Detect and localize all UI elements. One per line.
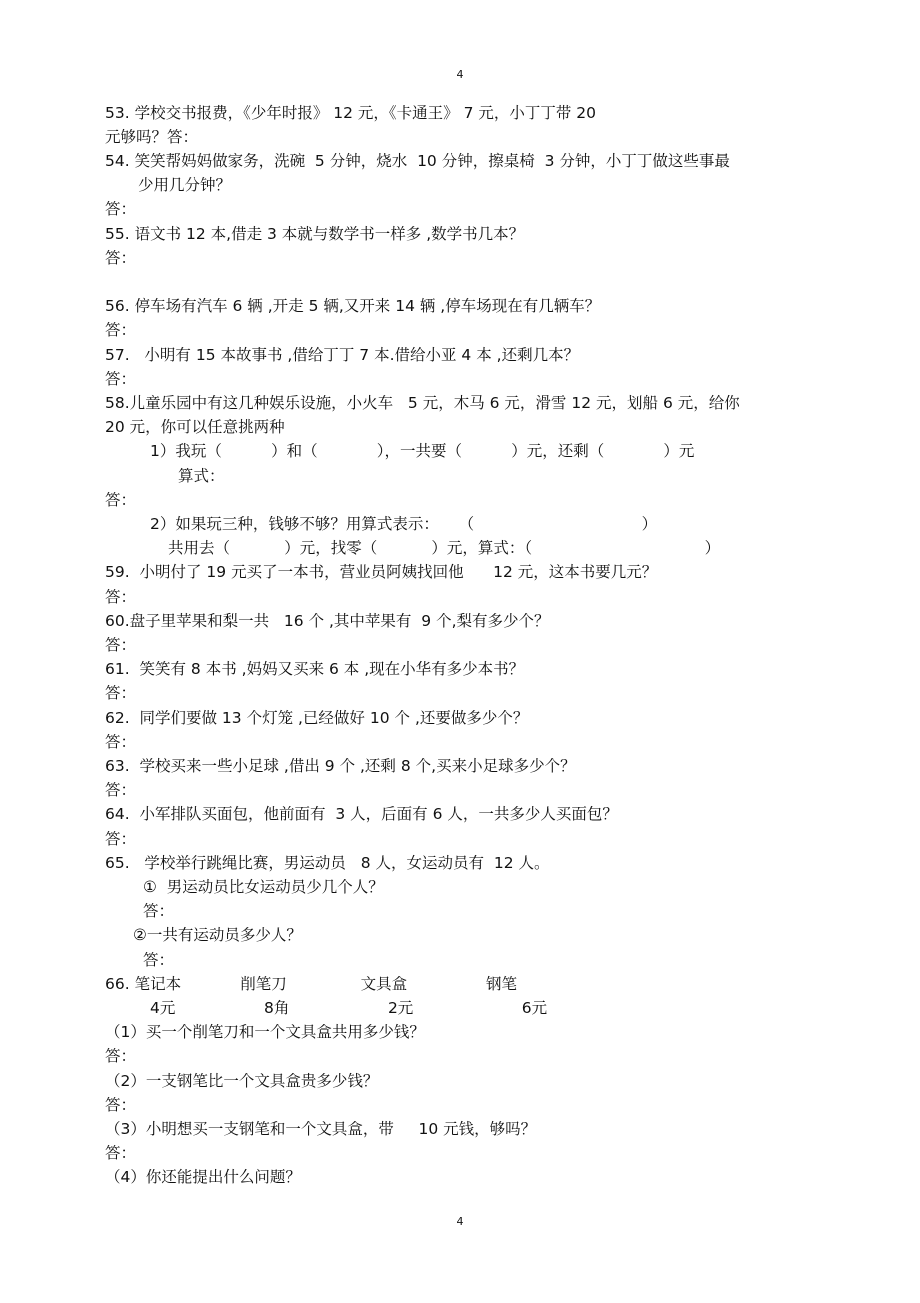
q66-prices: 4元 8角 2元 6元 (150, 999, 548, 1017)
q54-line2: 少用几分钟？ (138, 176, 232, 194)
q65-sub1-answer: 答： (143, 902, 175, 920)
q64-answer: 答： (105, 830, 137, 848)
q66-sub2: （2）一支钢笔比一个文具盒贵多少钱？ (105, 1072, 379, 1090)
page-number-top: 4 (456, 68, 464, 81)
q56-answer: 答： (105, 321, 137, 339)
q66-sub4: （4）你还能提出什么问题？ (105, 1168, 301, 1186)
q65-question: 65. 学校举行跳绳比赛，男运动员 8 人，女运动员有 12 人。 (105, 854, 550, 872)
q66-sub3-answer: 答： (105, 1144, 137, 1162)
q63-question: 63. 学校买来一些小足球 ,借出 9 个 ,还剩 8 个,买来小足球多少个？ (105, 757, 576, 775)
q60-question: 60.盘子里苹果和梨一共 16 个 ,其中苹果有 9 个,梨有多少个？ (105, 612, 550, 630)
q58-part1: 1）我玩（ ）和（ ），一共要（ ）元，还剩（ ）元 (150, 442, 695, 460)
q58-answer: 答： (105, 491, 137, 509)
q56-question: 56. 停车场有汽车 6 辆 ,开走 5 辆,又开来 14 辆 ,停车场现在有几辆车？ (105, 297, 601, 315)
q66-sub1: （1）买一个削笔刀和一个文具盒共用多少钱？ (105, 1023, 425, 1041)
q65-sub2-answer: 答： (143, 951, 175, 969)
q55-question: 55. 语文书 12 本,借走 3 本就与数学书一样多 ,数学书几本？ (105, 225, 525, 243)
q54-answer: 答： (105, 200, 137, 218)
q59-question: 59. 小明付了 19 元买了一本书，营业员阿姨找回他 12 元，这本书要几元？ (105, 563, 658, 581)
q53-line1: 53. 学校交书报费，《少年时报》 12 元，《卡通王》 7 元，小丁丁带 20 (105, 104, 597, 122)
q54-line1: 54. 笑笑帮妈妈做家务，洗碗 5 分钟，烧水 10 分钟，擦桌椅 3 分钟，小丁丁做这些事最 (105, 152, 730, 170)
q57-question: 57. 小明有 15 本故事书 ,借给丁丁 7 本.借给小亚 4 本 ,还剩几本？ (105, 346, 580, 364)
q66-sub3: （3）小明想买一支钢笔和一个文具盒，带 10 元钱，够吗？ (105, 1120, 537, 1138)
q55-answer: 答： (105, 249, 137, 267)
q61-answer: 答： (105, 684, 137, 702)
q63-answer: 答： (105, 781, 137, 799)
q64-question: 64. 小军排队买面包，他前面有 3 人，后面有 6 人，一共多少人买面包？ (105, 805, 618, 823)
q60-answer: 答： (105, 636, 137, 654)
q66-sub2-answer: 答： (105, 1096, 137, 1114)
q59-answer: 答： (105, 588, 137, 606)
q62-question: 62. 同学们要做 13 个灯笼 ,已经做好 10 个 ,还要做多少个？ (105, 709, 529, 727)
q66-sub1-answer: 答： (105, 1047, 137, 1065)
q62-answer: 答： (105, 733, 137, 751)
q58-line1: 58.儿童乐园中有这几种娱乐设施，小火车 5 元，木马 6 元，滑雪 12 元，划船 6 元，给你 (105, 394, 740, 412)
q66-items: 66. 笔记本 削笔刀 文具盒 钢笔 (105, 975, 517, 993)
q58-part2-detail: 共用去（ ）元，找零（ ）元，算式：（ ） (168, 539, 721, 557)
q53-line2: 元够吗？答： (105, 128, 199, 146)
q58-part2: 2）如果玩三种，钱够不够？用算式表示： （ ） (150, 515, 658, 533)
q65-sub1: ① 男运动员比女运动员少几个人？ (143, 878, 384, 896)
q57-answer: 答： (105, 370, 137, 388)
q65-sub2: ②一共有运动员多少人？ (133, 926, 302, 944)
q58-line2: 20 元，你可以任意挑两种 (105, 418, 285, 436)
q61-question: 61. 笑笑有 8 本书 ,妈妈又买来 6 本 ,现在小华有多少本书？ (105, 660, 525, 678)
q58-part1-formula: 算式： (178, 467, 225, 485)
page-number-bottom: 4 (456, 1215, 464, 1228)
